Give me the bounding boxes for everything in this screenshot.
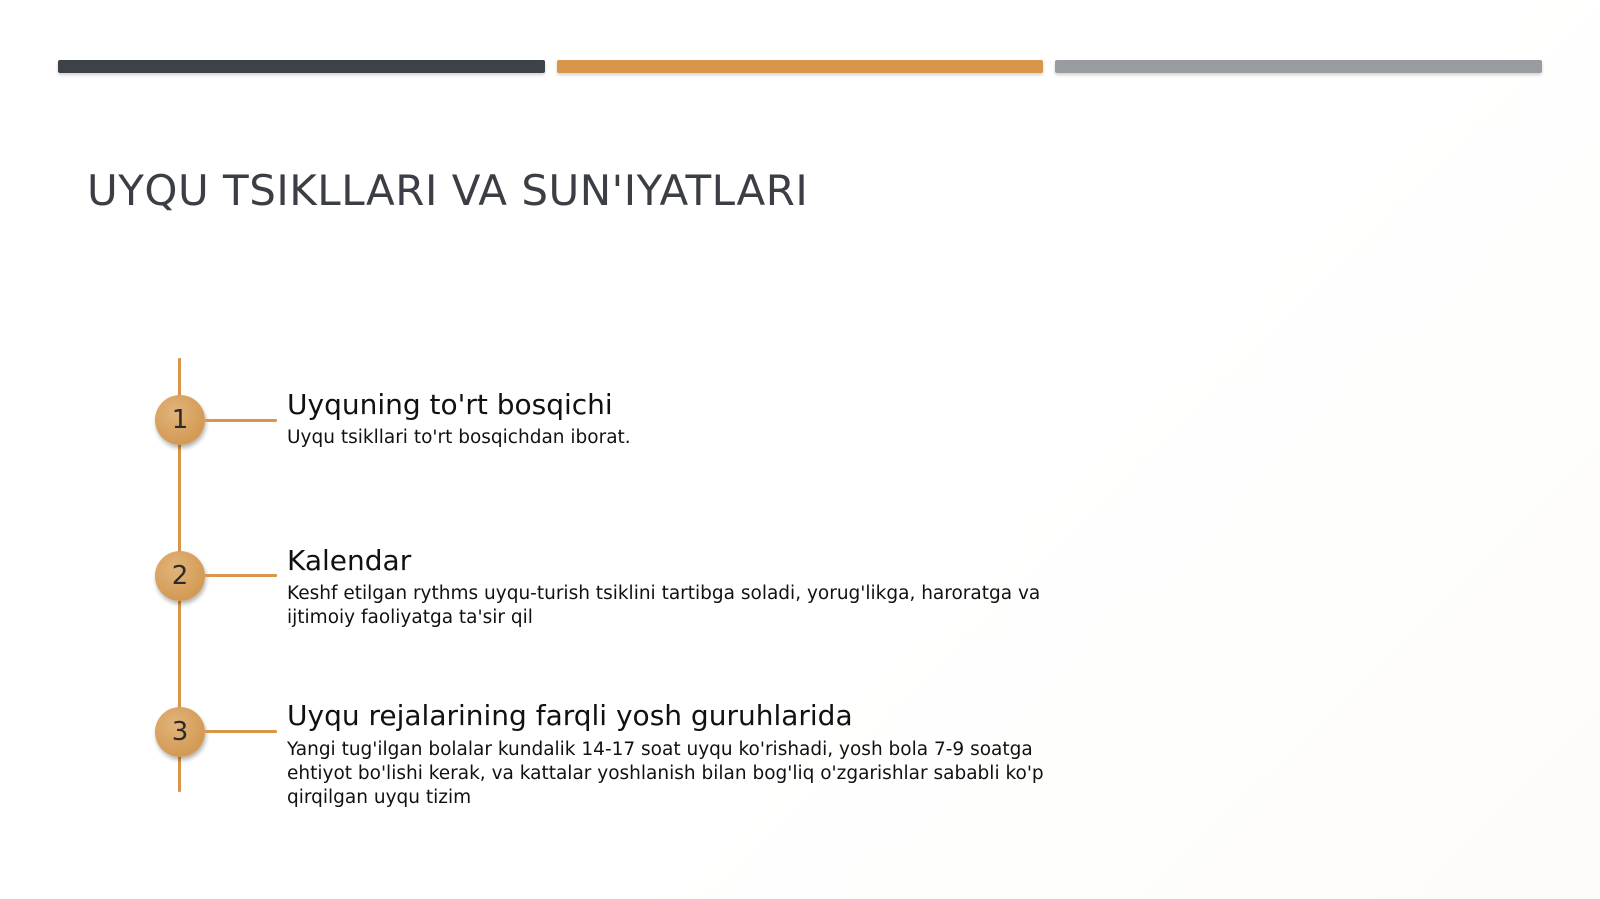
step-description: Uyqu tsikllari to'rt bosqichdan iborat. [287, 427, 631, 448]
step-number-badge: 3 [155, 707, 205, 757]
step-heading: Uyqu rejalarining farqli yosh guruhlarida [287, 699, 853, 732]
step-connector [205, 419, 277, 422]
slide-title: UYQU TSIKLLARI VA SUN'IYATLARI [87, 166, 809, 215]
step-heading: Uyquning to'rt bosqichi [287, 388, 613, 421]
step-description: Keshf etilgan rythms uyqu-turish tsiklini tartibga soladi, yorug'likga, haroratga va ijtimoiy faoliyatga ta'sir qil [287, 583, 1041, 628]
step-number-badge: 1 [155, 395, 205, 445]
step-heading: Kalendar [287, 544, 412, 577]
step-description: Yangi tug'ilgan bolalar kundalik 14-17 soat uyqu ko'rishadi, yosh bola 7-9 soatga ehtiyot bo'lishi kerak, va kattalar yoshlanish bilan bog'liq o'zgarishlar sababli ko'p qirqilgan uyqu tizim [287, 739, 1044, 808]
step-connector [205, 574, 277, 577]
step-number-badge: 2 [155, 551, 205, 601]
step-connector [205, 730, 277, 733]
